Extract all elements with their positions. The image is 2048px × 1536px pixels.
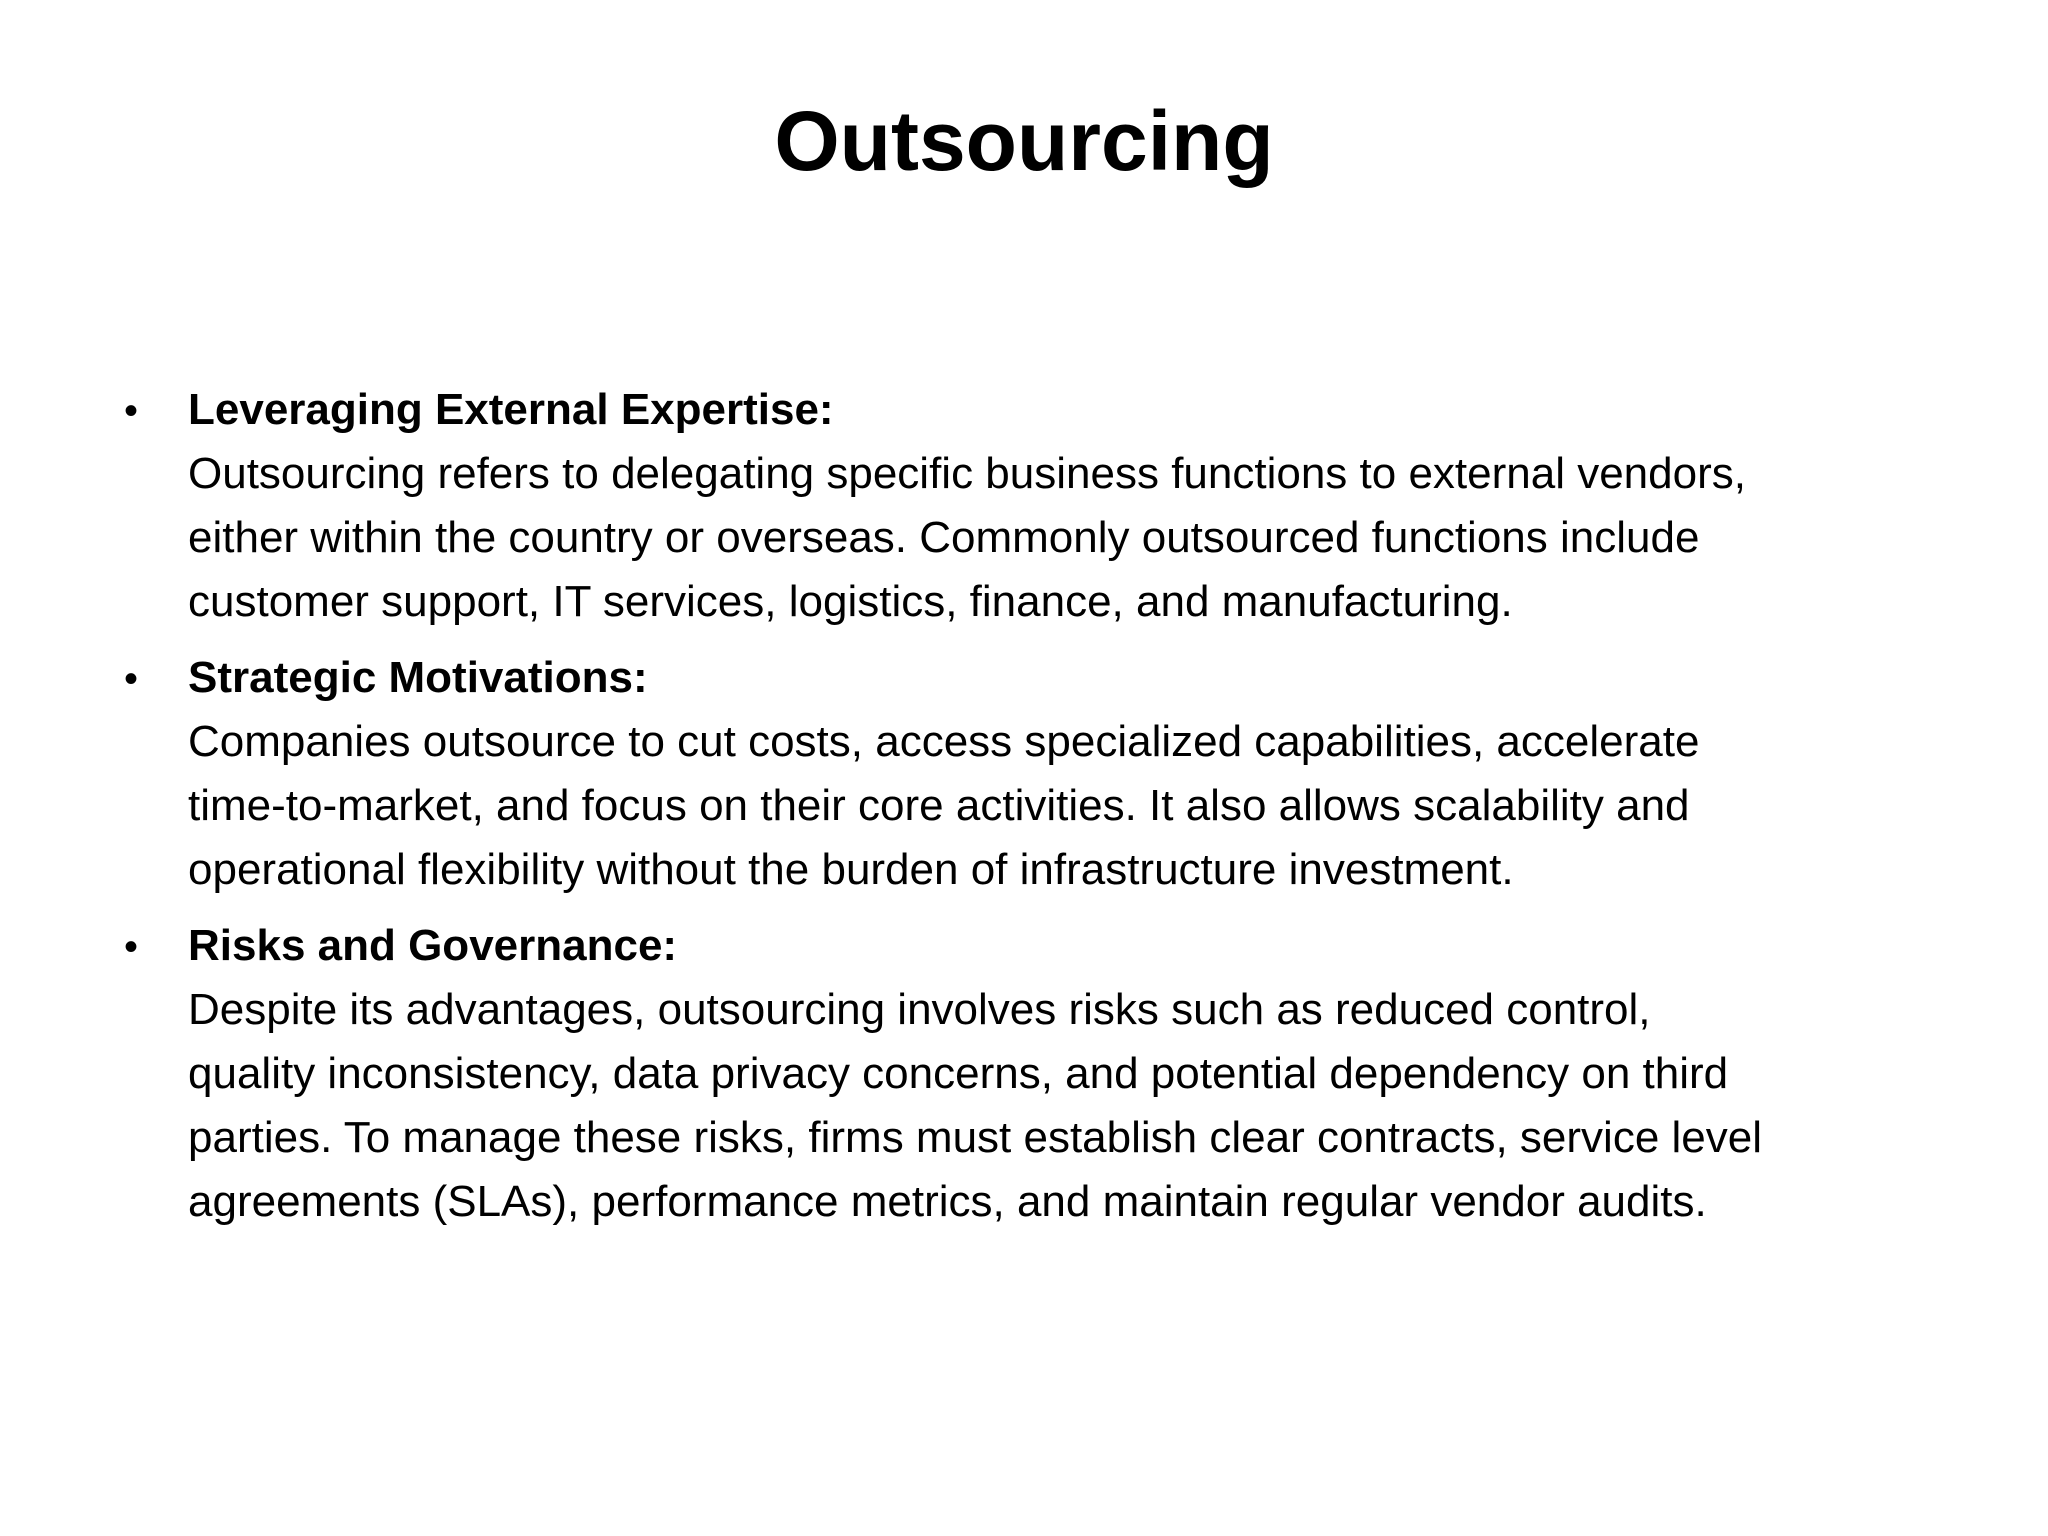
bullet-heading: Leveraging External Expertise: [188, 385, 834, 434]
bullet-dot-icon: • [124, 925, 139, 969]
slide-title: Outsourcing [774, 94, 1274, 188]
bullet-body: Outsourcing refers to delegating specific business functions to external vendors, either within the country or overseas. Commonly outsourced functions include customer support, IT services, logistics, finance, and manufacturing. [188, 449, 1746, 626]
bullet-dot-icon: • [124, 389, 139, 433]
bullet-heading: Risks and Governance: [188, 921, 678, 970]
bullet-dot-icon: • [124, 657, 139, 701]
bullet-item-strategic-motivations [120, 646, 1950, 902]
bullet-item-leveraging-external-expertise [120, 378, 1950, 634]
bullet-heading: Strategic Motivations: [188, 653, 648, 702]
bullet-body: Companies outsource to cut costs, access specialized capabilities, accelerate time-to-market, and focus on their core activities. It also allows scalability and operational flexibility without the burden of infrastructure investment. [188, 717, 1700, 894]
bullet-item-risks-and-governance [120, 914, 1950, 1234]
bullet-body: Despite its advantages, outsourcing involves risks such as reduced control, quality inconsistency, data privacy concerns, and potential dependency on third parties. To manage these risks, firms must establish clear contracts, service level agreements (SLAs), performance metrics, and maintain regular vendor audits. [188, 985, 1763, 1226]
bullet-list [120, 378, 1950, 1246]
